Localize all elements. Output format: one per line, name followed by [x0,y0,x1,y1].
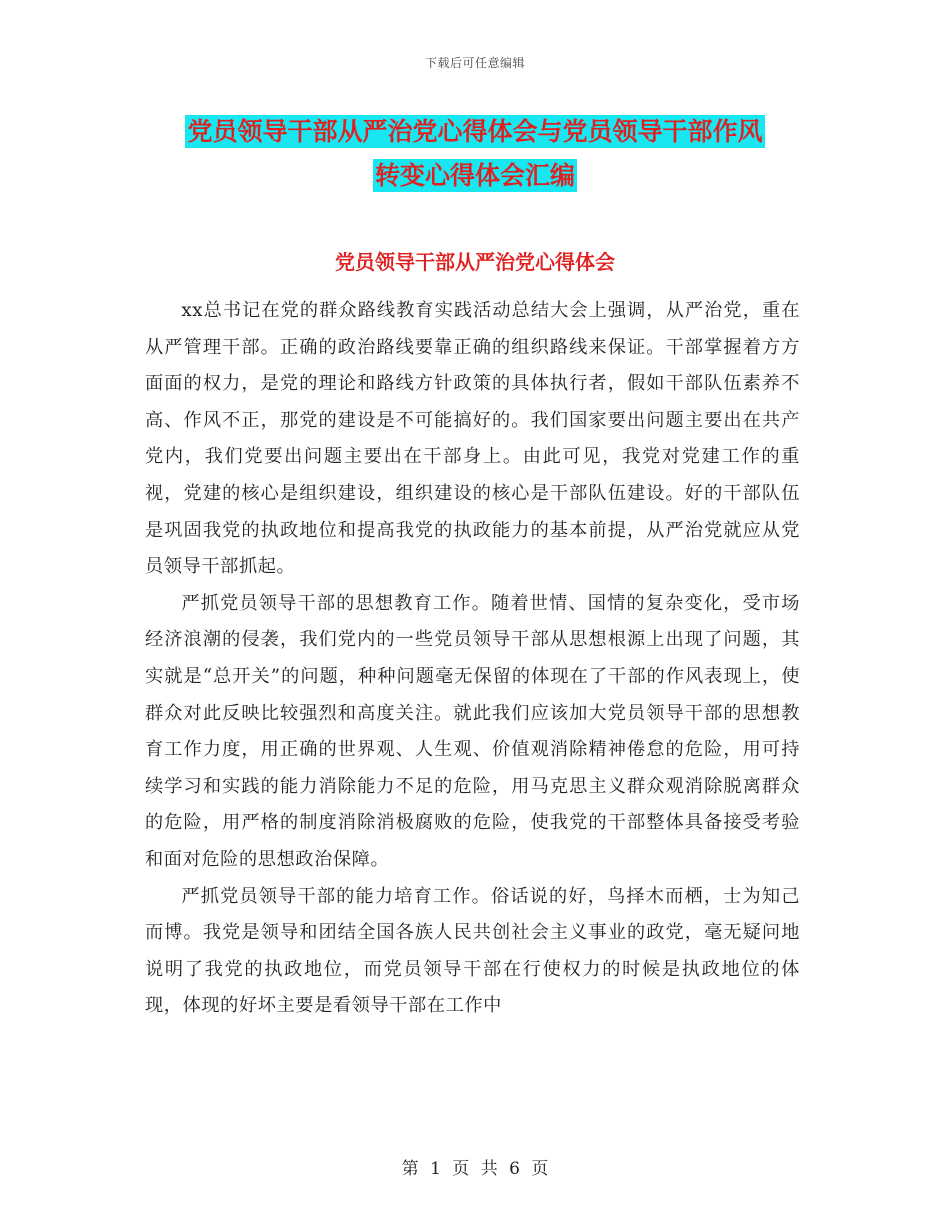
main-title-line1: 党员领导干部从严治党心得体会与党员领导干部作风 [187,117,763,146]
page-number: 第 1 页 共 6 页 [401,1159,549,1179]
paragraph: 严抓党员领导干部的思想教育工作。随着世情、国情的复杂变化，受市场经济浪潮的侵袭，我们党内的一些党员领导干部从思想根源上出现了问题，其实就是“总开关”的问题，种种问题毫无保留的体现在了干部的作风表现上，使群众对此反映比较强烈和高度关注。就此我们应该加大党员领导干部的思想教育工作力度，用正确的世界观、人生观、价值观消除精神倦怠的危险，用可持续学习和实践的能力消除能力不足的危险，用马克思主义群众观消除脱离群众的危险，用严格的制度消除消极腐败的危险，使我党的干部整体具备接受考验和面对危险的思想政治保障。 [145,592,800,870]
paragraph: xx总书记在党的群众路线教育实践活动总结大会上强调，从严治党，重在从严管理干部。正确的政治路线要靠正确的组织路线来保证。干部掌握着方方面面的权力，是党的理论和路线方针政策的具体执行者，假如干部队伍素养不高、作风不正，那党的建设是不可能搞好的。我们国家要出问题主要出在共产党内，我们党要出问题主要出在干部身上。由此可见，我党对党建工作的重视，党建的核心是组织建设，组织建设的核心是干部队伍建设。好的干部队伍是巩固我党的执政地位和提高我党的执政能力的基本前提，从严治党就应从党员领导干部抓起。 [145,300,800,578]
header-note: 下载后可任意编辑 [424,56,525,70]
main-title [140,110,810,198]
paragraph: 严抓党员领导干部的能力培育工作。俗话说的好，鸟择木而栖，士为知己而博。我党是领导和团结全国各族人民共创社会主义事业的政党，毫无疑问地说明了我党的执政地位，而党员领导干部在行使权力的时候是执政地位的体现，体现的好坏主要是看领导干部在工作中 [145,885,800,1017]
section-title: 党员领导干部从严治党心得体会 [335,250,615,274]
body-text [145,293,800,1025]
main-title-line2: 转变心得体会汇编 [374,161,575,190]
